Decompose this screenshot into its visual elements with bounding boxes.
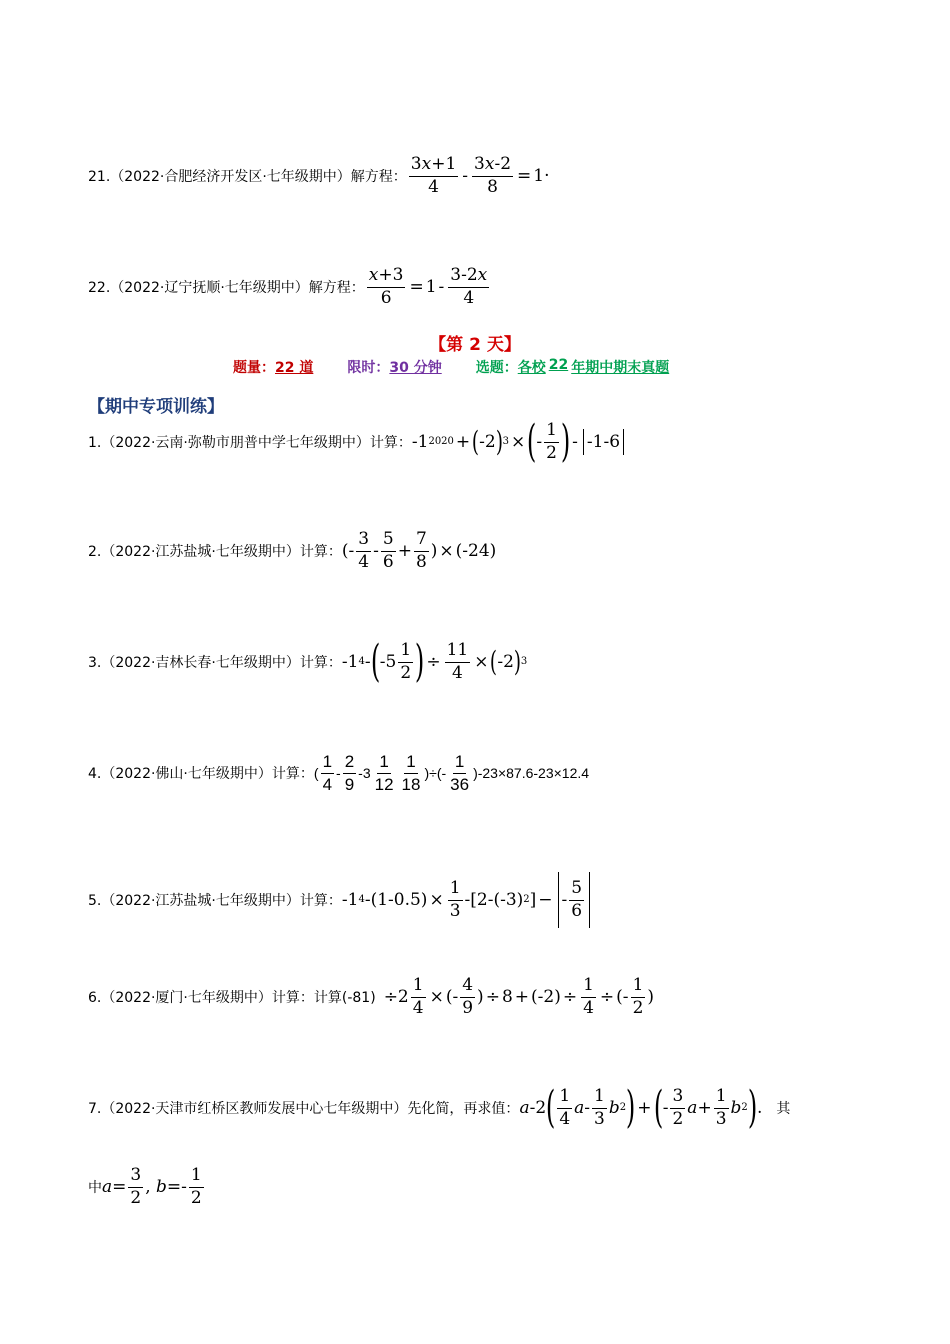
problem-22 — [88, 266, 491, 308]
condition: a = $\frac{3}{2}$ , b =- $\frac{1}{2}$ — [102, 1165, 202, 1208]
expression: ( $\frac{1}{4}$ - $\frac{2}{9}$ -3 $\frac{1}{12}$ $\frac{1}{18}$ )÷(- $\frac{1}{36}$ )- 23×87.6-23×12.4 — [313, 752, 590, 794]
expression: -1 4 - ( -5 $\frac{1}{2}$ ) ÷ $\frac{11}{4}$ × ( -2 ) 3 — [341, 636, 528, 687]
problem-6 — [88, 976, 654, 1018]
problem-label: 2.（2022·江苏盐城·七年级期中）计算： — [88, 544, 342, 561]
problem-label: 5.（2022·江苏盐城·七年级期中）计算： — [88, 893, 342, 909]
time-label: 限时： — [347, 360, 390, 376]
section-heading: 【期中专项训练】 — [88, 397, 224, 417]
problem-label: 1.（2022·云南·弥勒市朋普中学七年级期中）计算： — [88, 435, 412, 451]
expression: -1 4 -(1-0.5) × $\frac{1}{3}$ -[2-(-3) 2 ] − - $\frac{5}{6}$ — [342, 872, 593, 928]
expression-tail: 23×87.6-23×12.4 — [482, 765, 590, 782]
problem-4 — [88, 752, 589, 794]
problem-extra: 计算(-81) — [313, 990, 376, 1007]
problem-1 — [88, 416, 627, 467]
equation: $\frac{3x+1}{4}$ - $\frac{3x-2}{8}$ = 1· — [410, 154, 550, 197]
expression: -1 2020 + ( -2 ) 3 × ( - $\frac{1}{2}$ ) - -1-6 — [412, 420, 627, 464]
source-value-c: 年期中期末真题 — [571, 360, 670, 376]
problem-7-line2 — [88, 1166, 206, 1208]
problem-3 — [88, 636, 528, 687]
count-value: 22 道 — [275, 360, 314, 376]
count-label: 题量： — [233, 360, 275, 376]
problem-label: 4.（2022·佛山·七年级期中）计算： — [88, 766, 314, 783]
source-label: 选题： — [475, 360, 518, 376]
problem-continuation: 其 — [776, 1101, 791, 1117]
problem-label: 3.（2022·吉林长春·七年级期中）计算： — [88, 655, 342, 671]
day-title: 【第 2 天】 — [429, 335, 521, 355]
expression: (- $\frac{3}{4}$ - $\frac{5}{6}$ + $\frac{7}{8}$ ) × (-24) — [341, 529, 497, 572]
time-value: 30 分钟 — [389, 360, 442, 376]
source-value-b: 22 — [548, 357, 569, 373]
problem-line2: 中 — [88, 1180, 102, 1197]
equation: $\frac{x+3}{6}$ = 1 - $\frac{3-2x}{4}$ — [368, 265, 488, 308]
expression: ÷2 $\frac{1}{4}$ × (- $\frac{4}{9}$ ) ÷ 8 + (-2) ÷ $\frac{1}{4}$ ÷ (- $\frac{1}{2}$ ) — [383, 975, 655, 1018]
problem-label: 22.（2022·辽宁抚顺·七年级期中）解方程： — [88, 280, 365, 297]
problem-label: 7.（2022·天津市红桥区教师发展中心七年级期中）先化简，再求值： — [88, 1101, 520, 1117]
day-info — [233, 357, 669, 377]
problem-2 — [88, 530, 496, 572]
problem-5 — [88, 872, 593, 928]
expression: a -2 ( $\frac{1}{4}$ a - $\frac{1}{3}$ b 2 ) + ( - $\frac{3}{2}$ a + $\frac{1}{3}$ b 2 ) . — [519, 1082, 763, 1133]
source-value-a: 各校 — [517, 360, 546, 376]
problem-label: 21.（2022·合肥经济开发区·七年级期中）解方程： — [88, 169, 407, 186]
problem-7 — [88, 1082, 791, 1133]
problem-21 — [88, 155, 550, 197]
problem-label: 6.（2022·厦门·七年级期中）计算： — [88, 990, 314, 1007]
